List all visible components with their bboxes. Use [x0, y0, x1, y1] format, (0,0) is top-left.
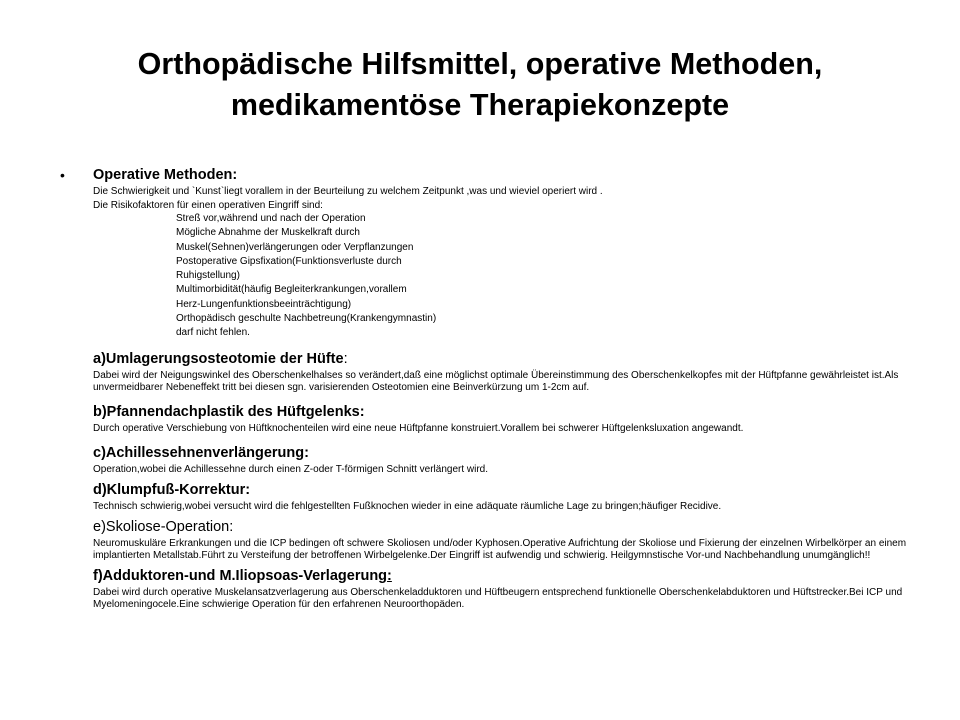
- heading-section-f: [93, 568, 940, 585]
- slide-title-line-1: Orthopädische Hilfsmittel, operative Methoden,: [137, 47, 823, 81]
- intro-text-1: Die Schwierigkeit und `Kunst`liegt vorallem in der Beurteilung zu welchem Zeitpunkt ,was und wieviel operiert wird .: [93, 186, 603, 197]
- slide-title-line-2: medikamentöse Therapiekonzepte: [230, 88, 730, 123]
- text-section-d: Technisch schwierig,wobei versucht wird die fehlgestellten Fußknochen wieder in eine adäquate räumliche Lage zu bringen;häufiger Recidive.: [93, 500, 722, 512]
- risk-factor-line: Muskel(Sehnen)verlängerungen oder Verpflanzungen: [176, 241, 414, 253]
- bullet-symbol: •: [60, 167, 65, 183]
- risk-factor-line: darf nicht fehlen.: [176, 327, 250, 339]
- text-section-e: Neuromuskuläre Erkrankungen und die ICP bedingen oft schwere Skoliosen und/oder Kyphosen.Operative Aufrichtung der Skoliose und Fixierung der einzelnen Wirbelkörper an einem implantierten Metallstab.Führt zu Versteifung der betroffenen Wirbelgelenke.Der Eingriff ist aufwendig und schwierig. Heilgymnstische Vor-und Nachbehandlung unumgänglich!!: [93, 537, 907, 561]
- risk-factor-line: Mögliche Abnahme der Muskelkraft durch: [176, 227, 360, 239]
- heading-section-e: e)Skoliose-Operation:: [93, 518, 234, 535]
- heading-section-c: c)Achillessehnenverlängerung:: [93, 444, 309, 461]
- text-section-f: Dabei wird durch operative Muskelansatzverlagerung aus Oberschenkeladduktoren und Hüftbeugern entsprechend funktionelle Oberschenkelabduktoren und Hüftstrecker.Bei ICP und Myelomeningocele.Eine schwierige Operation für den erfahrenen Neuroorthopäden.: [93, 586, 903, 610]
- slide-content: [60, 167, 940, 611]
- risk-factor-line: Orthopädisch geschulte Nachbetreung(Krankengymnastin): [176, 313, 437, 325]
- heading-operative-methods: Operative Methoden:: [93, 167, 238, 183]
- text-section-a: Dabei wird der Neigungswinkel des Oberschenkelhalses so verändert,daß eine möglichst optimale Übereinstimmung des Oberschenkelkopfes mit der Hüftpfanne gewährleistet ist.Als unvermeidbarer Nebeneffekt tritt bei diesen sgn. varisierenden Osteotomien eine Beinverkürzung um 1-2cm auf.: [93, 369, 899, 393]
- risk-factor-line: Streß vor,während und nach der Operation: [176, 213, 366, 224]
- heading-section-d: d)Klumpfuß-Korrektur:: [93, 481, 251, 498]
- heading-section-f-colon: :: [387, 567, 392, 584]
- risk-factor-line: Herz-Lungenfunktionsbeeinträchtigung): [176, 298, 352, 310]
- risk-factor-line: Multimorbidität(häufig Begleiterkrankungen,vorallem: [176, 284, 407, 296]
- heading-section-a: [93, 351, 940, 368]
- bullet-operative-methods: [60, 167, 940, 611]
- heading-section-a-colon: :: [343, 350, 348, 367]
- risk-factor-line: Ruhigstellung): [176, 270, 240, 282]
- heading-section-b: b)Pfannendachplastik des Hüftgelenks:: [93, 403, 365, 420]
- heading-section-a-text: a)Umlagerungsosteotomie der Hüfte: [93, 350, 344, 367]
- text-section-b: Durch operative Verschiebung von Hüftknochenteilen wird eine neue Hüftpfanne konstruiert.Vorallem bei schwerer Hüftgelenksluxation angewandt.: [93, 422, 744, 434]
- slide-title: [40, 44, 920, 126]
- risk-factor-line: Postoperative Gipsfixation(Funktionsverluste durch: [176, 255, 402, 267]
- heading-section-f-text: f)Adduktoren-und M.Iliopsoas-Verlagerung: [93, 567, 388, 584]
- risk-factor-list: [93, 212, 940, 341]
- intro-text-2: Die Risikofaktoren für einen operativen Eingriff sind:: [93, 200, 323, 211]
- text-section-c: Operation,wobei die Achillessehne durch einen Z-oder T-förmigen Schnitt verlängert wird.: [93, 463, 489, 475]
